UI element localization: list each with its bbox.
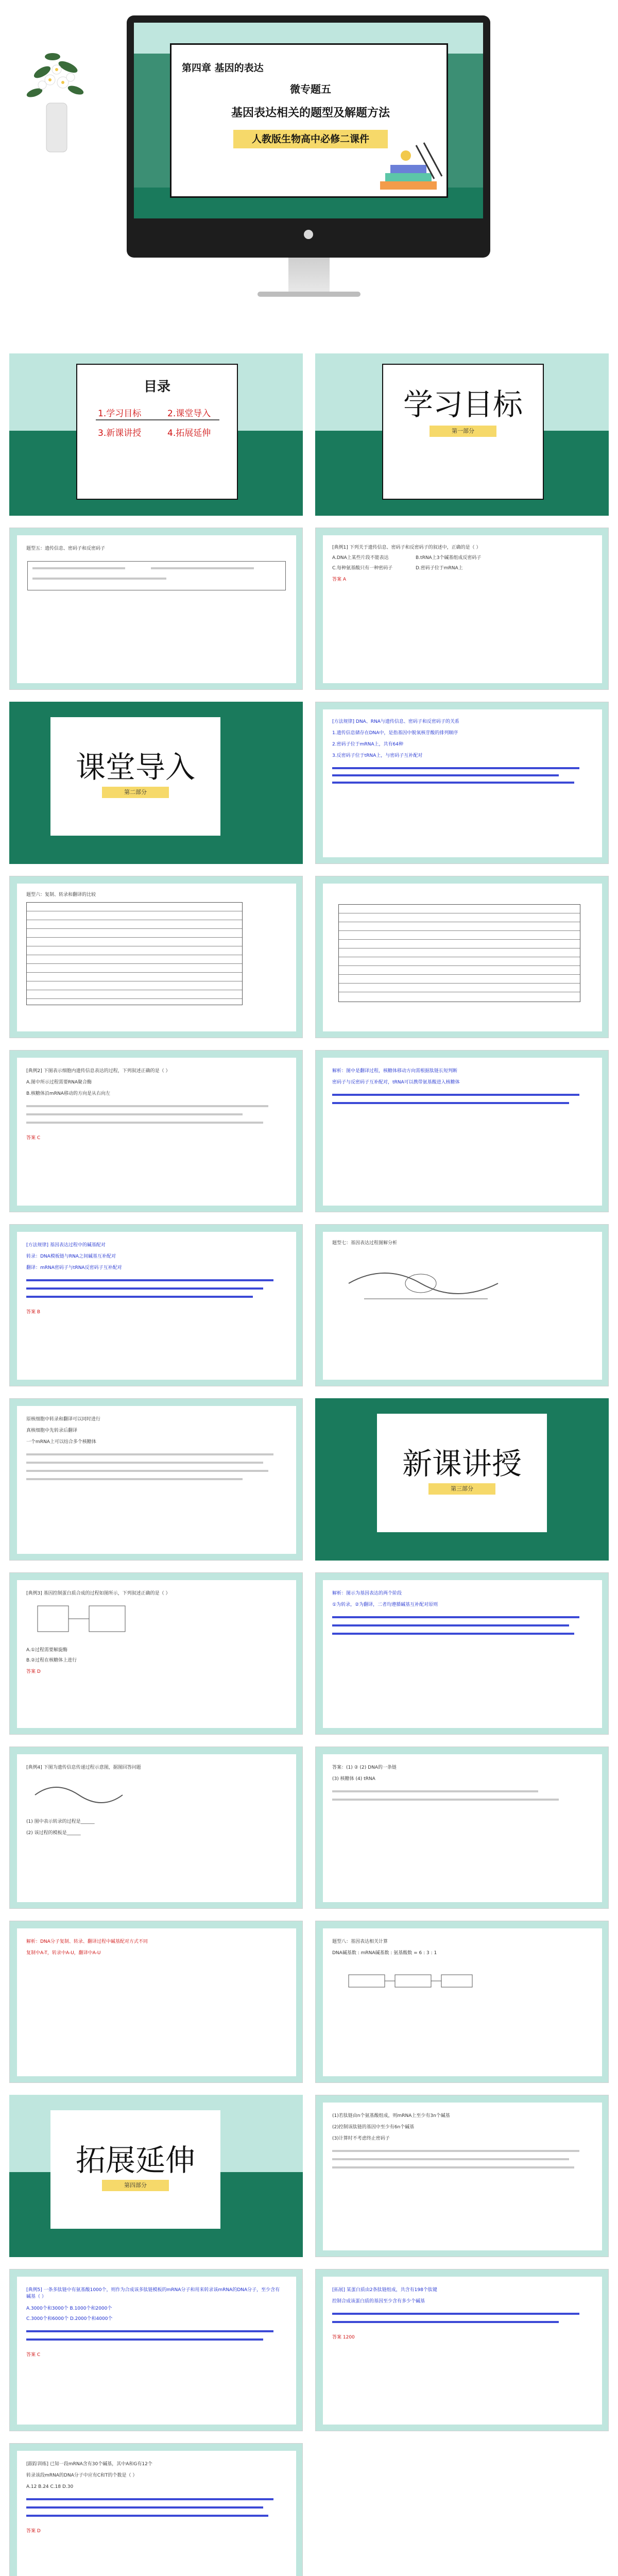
p3-heading: 题型五：遗传信息、密码子和反密码子 [26, 546, 106, 551]
gene-expression-diagram [32, 1601, 146, 1642]
p17-line-2: (1) 图中表示转录的过程是______ [26, 1819, 95, 1824]
cover-chapter: 第四章 基因的表达 [182, 62, 264, 74]
monitor-screen [134, 23, 483, 218]
cover-topic: 微专题五 [290, 83, 331, 95]
slide-p7 [9, 876, 303, 1038]
p4-line-1: [典例1] 下列关于遗传信息、密码子和反密码子的叙述中，正确的是（ ） [332, 545, 481, 550]
p20-line-1: 题型八：基因表达相关计算 [332, 1939, 388, 1944]
p15-answer: 答案 D [26, 1669, 41, 1674]
p12-heading: 题型七：基因表达过程图解分析 [332, 1241, 398, 1246]
p18-line-1: 答案：(1) ② (2) DNA的一条链 [332, 1765, 397, 1770]
cover-title: 基因表达相关的题型及解题方法 [231, 107, 390, 120]
slide-p10 [315, 1050, 609, 1212]
p24-answer: 答案 1200 [332, 2335, 355, 2340]
translation-diagram [344, 1252, 508, 1309]
p5-line-3: 2.密码子位于mRNA上，共有64种 [332, 742, 403, 747]
p9-answer: 答案 C [26, 1136, 41, 1141]
p9-line-1: [典例2] 下图表示细胞内遗传信息表达的过程，下列叙述正确的是（ ） [26, 1069, 170, 1074]
p23-line-1: [典例5] 一条多肽链中有氨基酸1000个，则作为合成该多肽链模板的mRNA分子和用来转录该mRNA的DNA分子，至少含有碱基（ ） [26, 2287, 280, 2299]
section-4-tag: 第四部分 [102, 2180, 169, 2191]
comparison-table-2 [338, 904, 580, 1002]
slide-p19 [9, 1921, 303, 2083]
toc-item-4[interactable]: 4.拓展延伸 [167, 428, 211, 438]
p4-line-4: C.每种氨基酸只有一种密码子 [332, 566, 393, 571]
p20-line-2: DNA碱基数 : mRNA碱基数 : 氨基酸数 = 6 : 3 : 1 [332, 1951, 437, 1956]
slide-p9 [9, 1050, 303, 1212]
slide-p12 [315, 1224, 609, 1386]
p4-line-2: A.DNA上某些片段不能表达 [332, 555, 389, 561]
section-2-title: 课堂导入 [75, 750, 195, 785]
slide-p16 [315, 1572, 609, 1735]
p15-line-1: [典例3] 基因控制蛋白质合成的过程如图所示，下列叙述正确的是（ ） [26, 1591, 170, 1596]
cover-card [170, 43, 448, 198]
p10-line-2: 密码子与反密码子互补配对，tRNA可以携带氨基酸进入核糖体 [332, 1080, 460, 1085]
p9-line-3: B.核糖体沿mRNA移动的方向是从右向左 [26, 1091, 110, 1096]
slide-p3 [9, 528, 303, 690]
p24-line-2: 控制合成该蛋白质的基因至少含有多少个碱基 [332, 2299, 425, 2304]
slide-p8 [315, 876, 609, 1038]
p5-line-1: [方法规律] DNA、RNA与遗传信息、密码子和反密码子的关系 [332, 719, 459, 724]
p25-line-3: A.12 B.24 C.18 D.30 [26, 2484, 74, 2489]
p13-line-2: 真核细胞中先转录后翻译 [26, 1428, 78, 1433]
p10-line-1: 解析：图中是翻译过程，核糖体移动方向需根据肽链长短判断 [332, 1069, 458, 1074]
slide-p20 [315, 1921, 609, 2083]
slide-toc [9, 353, 303, 516]
p23-line-2: A.3000个和3000个 B.1000个和2000个 [26, 2306, 112, 2311]
p22-line-3: (3)计算时不考虑终止密码子 [332, 2136, 390, 2141]
toc-item-3[interactable]: 3.新课讲授 [98, 428, 142, 438]
p11-line-1: [方法规律] 基因表达过程中的碱基配对 [26, 1243, 106, 1248]
p17-line-1: [典例4] 下图为遗传信息传递过程示意图，据图回答问题 [26, 1765, 141, 1770]
toc-item-2[interactable]: 2.课堂导入 [167, 409, 211, 419]
section-1-tag: 第一部分 [430, 426, 496, 437]
books-illustration [375, 140, 447, 197]
p15-line-3: B.②过程在核糖体上进行 [26, 1658, 77, 1663]
section-3-tag: 第三部分 [428, 1483, 495, 1495]
monitor-stand [288, 258, 330, 294]
p4-line-3: B.tRNA上3个碱基组成反密码子 [416, 555, 482, 561]
p25-answer: 答案 D [26, 2529, 41, 2534]
p25-line-1: [跟踪训练] 已知一段mRNA含有30个碱基，其中A和G有12个 [26, 2462, 152, 2467]
slide-p18 [315, 1747, 609, 1909]
p9-line-2: A.图中所示过程需要RNA聚合酶 [26, 1080, 92, 1085]
monitor-base [258, 292, 360, 297]
transcription-diagram [32, 1777, 125, 1813]
slide-p11 [9, 1224, 303, 1386]
comparison-table [26, 902, 243, 1005]
p23-line-3: C.3000个和6000个 D.2000个和4000个 [26, 2316, 113, 2321]
slide-p23 [9, 2269, 303, 2431]
toc-heading: 目录 [143, 379, 170, 395]
slide-p17 [9, 1747, 303, 1909]
p23-answer: 答案 C [26, 2352, 41, 2358]
p22-line-2: (2)控制该肽链的基因中至少有6n个碱基 [332, 2125, 415, 2130]
p18-line-2: (3) 核糖体 (4) tRNA [332, 1776, 375, 1782]
section-3-title: 新课讲授 [402, 1446, 522, 1481]
p11-answer: 答案 B [26, 1310, 41, 1315]
slide-p22 [315, 2095, 609, 2257]
p16-line-1: 解析：图示为基因表达的两个阶段 [332, 1591, 402, 1596]
p17-line-3: (2) 该过程的模板是______ [26, 1831, 81, 1836]
p13-line-1: 原核细胞中转录和翻译可以同时进行 [26, 1417, 101, 1422]
p19-line-2: 复制中A-T，转录中A-U，翻译中A-U [26, 1951, 101, 1956]
p15-line-2: A.①过程需要解旋酶 [26, 1648, 67, 1653]
p25-line-2: 转录该段mRNA的DNA分子中应有C和T的个数是（ ） [26, 2473, 138, 2478]
slide-p13 [9, 1398, 303, 1561]
plant-decoration [22, 41, 89, 160]
section-2-tag: 第二部分 [102, 787, 169, 798]
p5-line-2: 1.遗传信息储存在DNA中，是指基因中脱氧核苷酸的排列顺序 [332, 731, 458, 736]
slide-p5 [315, 702, 609, 864]
section-4-title: 拓展延伸 [75, 2143, 195, 2178]
p11-line-3: 翻译：mRNA密码子与tRNA反密码子互补配对 [26, 1265, 122, 1270]
p4-line-5: D.密码子位于mRNA上 [416, 566, 463, 571]
slide-p25 [9, 2443, 303, 2576]
p16-line-2: ①为转录，②为翻译，二者均遵循碱基互补配对原则 [332, 1602, 438, 1607]
slide-p15 [9, 1572, 303, 1735]
toc-item-1[interactable]: 1.学习目标 [98, 409, 142, 419]
p7-heading: 题型六：复制、转录和翻译的比较 [26, 892, 96, 897]
slide-section-2 [9, 702, 303, 864]
p13-line-3: 一个mRNA上可以结合多个核糖体 [26, 1439, 96, 1445]
cover-subtitle: 人教版生物高中必修二课件 [233, 130, 388, 148]
slide-section-3 [315, 1398, 609, 1561]
calculation-diagram [344, 1970, 477, 2011]
p24-line-1: [拓展] 某蛋白质由2条肽链组成，共含有198个肽键 [332, 2287, 437, 2293]
cover-hero [0, 0, 618, 345]
monitor [127, 15, 490, 258]
p19-line-1: 解析：DNA分子复制、转录、翻译过程中碱基配对方式不同 [26, 1939, 148, 1944]
slide-p4 [315, 528, 609, 690]
slide-section-1 [315, 353, 609, 516]
p4-answer: 答案 A [332, 577, 347, 582]
section-1-title: 学习目标 [403, 387, 523, 422]
slide-p24 [315, 2269, 609, 2431]
slide-section-4 [9, 2095, 303, 2257]
p11-line-2: 转录：DNA模板链与RNA之间碱基互补配对 [26, 1254, 116, 1259]
p22-line-1: (1)若肽链由n个氨基酸组成，则mRNA上至少有3n个碱基 [332, 2113, 450, 2119]
p5-line-4: 3.反密码子位于tRNA上，与密码子互补配对 [332, 753, 423, 758]
